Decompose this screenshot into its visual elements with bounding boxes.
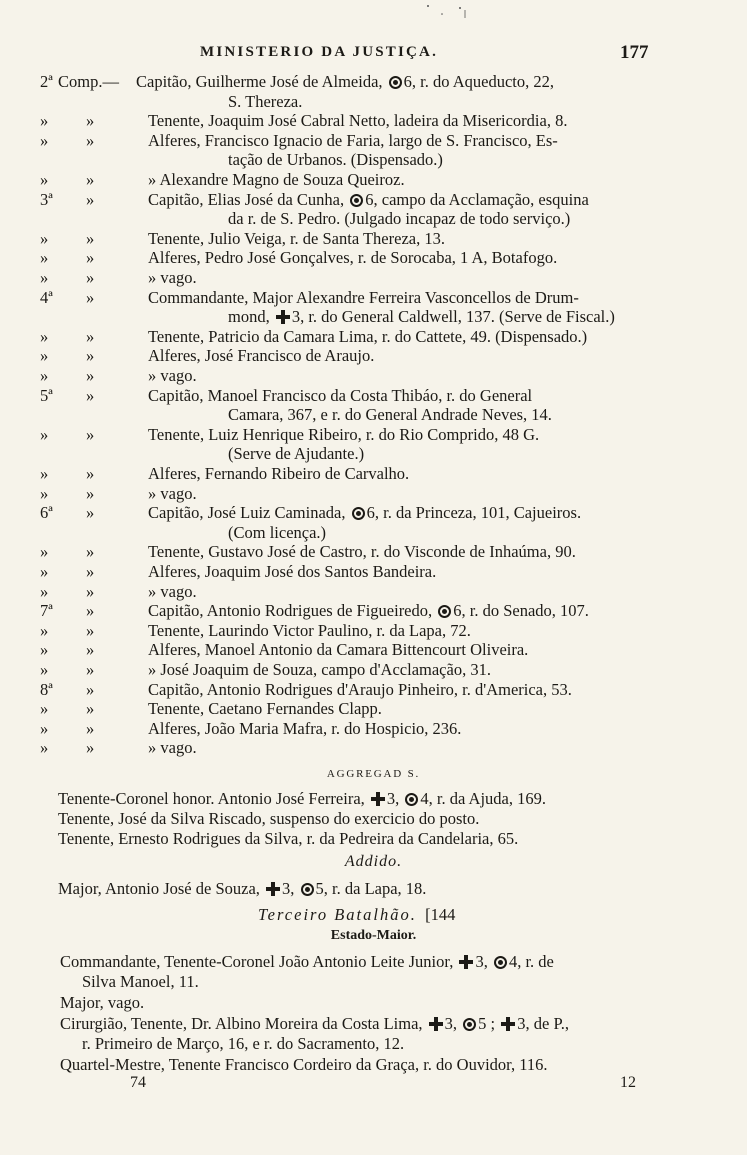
- company-number: »: [40, 248, 49, 268]
- roster-entry-text: » vago.: [148, 581, 197, 601]
- company-number: 3ª: [40, 189, 53, 209]
- roster-entry-text: Capitão, Antonio Rodrigues d'Araujo Pinheiro, r. d'America, 53.: [148, 679, 572, 699]
- quartel-mestre-line: Quartel-Mestre, Tenente Francisco Cordeiro da Graça, r. do Ouvidor, 116.: [60, 1055, 548, 1074]
- medal-icon: [494, 956, 507, 969]
- roster-entry: [148, 366, 197, 386]
- roster-entry-tail: 6, r. do Senado, 107.: [453, 601, 589, 621]
- commandante-text: Commandante, Tenente-Coronel João Antonio Leite Junior,: [60, 952, 458, 971]
- roster-entry-tail: 6, r. da Princeza, 101, Cajueiros.: [366, 503, 582, 523]
- company-ditto: »: [86, 660, 95, 679]
- roster-entry-text: Tenente, Caetano Fernandes Clapp.: [148, 699, 382, 719]
- company-ditto: »: [86, 738, 95, 758]
- company-number: »: [40, 699, 49, 719]
- addido-line-b: 3,: [282, 879, 299, 898]
- roster-entry: [148, 542, 576, 562]
- company-ditto: »: [86, 424, 95, 444]
- cross-icon: [429, 1017, 443, 1031]
- company-ditto: »: [86, 326, 95, 346]
- medal-icon: [405, 793, 418, 806]
- cirurgiao-line-2: r. Primeiro de Março, 16, e r. do Sacramento, 12.: [82, 1034, 405, 1053]
- company-ditto: »: [86, 366, 95, 385]
- aggregado-line-2: Tenente, José da Silva Riscado, suspenso do exercicio do posto.: [58, 809, 480, 828]
- roster-entry: [148, 660, 491, 680]
- company-ditto: »: [86, 620, 95, 640]
- company-ditto: »: [86, 718, 95, 738]
- roster-entry-text: » vago.: [148, 738, 197, 758]
- footer-left-signature: 74: [130, 1074, 146, 1091]
- company-ditto: »: [86, 385, 95, 405]
- roster-entry: [148, 582, 197, 602]
- roster-entry-text: Tenente, Patricio da Camara Lima, r. do Cattete, 49. (Dispensado.): [148, 326, 588, 346]
- speck-marks: [420, 0, 480, 30]
- company-number: »: [40, 640, 49, 660]
- roster-entry-tail: 6, r. do Aqueducto, 22,: [403, 72, 554, 91]
- company-ditto: »: [86, 464, 95, 483]
- roster-entry: [148, 640, 528, 660]
- company-number: »: [40, 581, 49, 601]
- roster-entry: [228, 209, 570, 229]
- roster-entry: [148, 484, 197, 504]
- company-number: »: [40, 718, 49, 738]
- roster-entry-text: Tenente, Joaquim José Cabral Netto, ladeira da Misericordia, 8.: [148, 111, 568, 131]
- roster-entry: [148, 562, 436, 582]
- cross-icon: [501, 1017, 515, 1031]
- roster-entry: [148, 621, 471, 641]
- company-ditto: »: [86, 699, 95, 719]
- company-number: 6ª: [40, 503, 53, 523]
- roster-entry: [148, 268, 197, 288]
- roster-entry: [228, 307, 615, 327]
- roster-entry: [136, 72, 554, 92]
- company-number: 2ª: [40, 72, 53, 91]
- roster-entry-text: Commandante, Major Alexandre Ferreira Vasconcellos de Drum-: [148, 287, 579, 307]
- cross-icon: [266, 882, 280, 896]
- company-ditto: »: [86, 679, 95, 699]
- page-number: 177: [620, 42, 649, 63]
- company-ditto: »: [86, 562, 95, 581]
- company-ditto: »: [86, 640, 95, 660]
- company-number: »: [40, 366, 49, 385]
- company-ditto: »: [86, 248, 95, 268]
- roster-entry-text: Tenente, Julio Veiga, r. de Santa Thereza, 13.: [148, 228, 445, 248]
- company-ditto: »: [86, 483, 95, 503]
- estado-maior-heading: Estado-Maior.: [330, 928, 417, 943]
- roster-entry-text: da r. de S. Pedro. (Julgado incapaz de todo serviço.): [228, 209, 571, 229]
- company-number: »: [40, 483, 49, 503]
- company-number: »: [40, 228, 49, 248]
- company-number: »: [40, 464, 49, 483]
- roster-entry: [148, 386, 532, 406]
- terceiro-count: [144: [425, 905, 456, 924]
- roster-entry: [148, 288, 579, 308]
- company-number: »: [40, 326, 49, 346]
- page-header-title: MINISTERIO DA JUSTIÇA.: [200, 44, 439, 60]
- cross-icon: [371, 792, 385, 806]
- roster-entry-tail: 6, campo da Acclamação, esquina: [365, 189, 589, 209]
- roster-entry-text: Capitão, Elias José da Cunha,: [148, 189, 349, 209]
- roster-entry-text: S. Thereza.: [228, 91, 303, 111]
- roster-entry: [228, 523, 326, 543]
- roster-entry: [148, 170, 405, 190]
- company-ditto: »: [86, 268, 95, 287]
- company-number: 7ª: [40, 601, 53, 621]
- roster-entry-text: Alferes, João Maria Mafra, r. do Hospicio, 236.: [148, 718, 462, 738]
- company-number: 4ª: [40, 287, 53, 307]
- company-number: »: [40, 738, 49, 758]
- roster-entry: [228, 405, 552, 425]
- roster-entry-text: Capitão, Manoel Francisco da Costa Thibáo, r. do General: [148, 385, 533, 405]
- company-number: »: [40, 542, 49, 562]
- cross-icon: [459, 955, 473, 969]
- roster-entry-text: Tenente, Laurindo Victor Paulino, r. da Lapa, 72.: [148, 620, 471, 640]
- company-number: »: [40, 170, 49, 189]
- company-number: »: [40, 130, 49, 150]
- roster-entry: [148, 131, 558, 151]
- roster-entry-text: Capitão, José Luiz Caminada,: [148, 503, 350, 523]
- roster-entry-text: tação de Urbanos. (Dispensado.): [228, 150, 443, 170]
- company-number: »: [40, 562, 49, 581]
- aggregado-line-1-tail-a: 3,: [386, 789, 404, 808]
- roster-entry-text: Capitão, Antonio Rodrigues de Figueiredo,: [148, 601, 437, 621]
- cross-icon: [276, 310, 290, 324]
- roster-entry: [148, 719, 461, 739]
- medal-icon: [389, 76, 402, 89]
- roster-entry-text: Tenente, Gustavo José de Castro, r. do Visconde de Inhaúma, 90.: [148, 542, 576, 562]
- medal-icon: [463, 1018, 476, 1031]
- print-specks: [420, 0, 480, 30]
- roster-entry: [228, 92, 302, 112]
- commandante-line: [60, 952, 554, 972]
- cirurgiao-tail-c: 3, de P.,: [517, 1014, 570, 1033]
- roster-entry-text: » vago.: [148, 268, 197, 287]
- roster-entry: [148, 327, 587, 347]
- roster-entry: [148, 464, 409, 484]
- company-ditto: »: [86, 111, 95, 131]
- company-ditto: »: [86, 503, 95, 523]
- roster-entry-text: Alferes, Manoel Antonio da Camara Bittencourt Oliveira.: [148, 640, 529, 660]
- roster-entry-text: Alferes, José Francisco de Araujo.: [148, 346, 375, 366]
- company-ditto: »: [86, 542, 95, 562]
- footer-right-signature: 12: [620, 1074, 636, 1091]
- cirurgiao-line: [60, 1014, 569, 1034]
- company-ditto: Comp.—: [58, 72, 119, 91]
- roster-entry: [228, 444, 364, 464]
- roster-entry-text: mond,: [228, 307, 274, 327]
- company-number: »: [40, 620, 49, 640]
- cirurgiao-tail-b: 5 ;: [478, 1014, 500, 1033]
- company-ditto: »: [86, 170, 95, 189]
- roster-entry-text: » vago.: [148, 366, 197, 385]
- company-ditto: »: [86, 287, 95, 307]
- company-ditto: »: [86, 189, 95, 209]
- cirurgiao-tail-a: 3,: [444, 1014, 462, 1033]
- company-number: »: [40, 424, 49, 444]
- roster-entry: [148, 346, 374, 366]
- company-number: 8ª: [40, 679, 53, 699]
- roster-entry-text: Alferes, Joaquim José dos Santos Bandeira.: [148, 562, 437, 581]
- major-line: Major, vago.: [60, 993, 145, 1012]
- roster-entry: [148, 111, 567, 131]
- roster-entry-text: Alferes, Pedro José Gonçalves, r. de Sorocaba, 1 A, Botafogo.: [148, 248, 558, 268]
- terceiro-heading: Terceiro Batalhão.: [258, 905, 417, 924]
- roster-entry-text: » Alexandre Magno de Souza Queiroz.: [148, 170, 405, 189]
- roster-entry-text: (Com licença.): [228, 522, 327, 542]
- roster-entry-text: » José Joaquim de Souza, campo d'Acclamação, 31.: [148, 660, 491, 679]
- commandante-line-2: Silva Manoel, 11.: [82, 972, 199, 991]
- company-number: 5ª: [40, 385, 53, 405]
- terceiro-heading-row: [258, 905, 455, 925]
- addido-line-a: Major, Antonio José de Souza,: [58, 879, 265, 898]
- company-number: »: [40, 346, 49, 366]
- roster-entry-text: » vago.: [148, 483, 197, 503]
- company-number: »: [40, 660, 49, 679]
- company-ditto: »: [86, 346, 95, 366]
- commandante-tail-a: 3,: [475, 952, 492, 971]
- addido-line-c: 5, r. da Lapa, 18.: [315, 879, 427, 898]
- medal-icon: [301, 883, 314, 896]
- company-ditto: »: [86, 228, 95, 248]
- medal-icon: [352, 507, 365, 520]
- company-ditto: »: [86, 130, 95, 150]
- roster-entry: [228, 150, 443, 170]
- aggregado-line-1: [58, 789, 546, 809]
- roster-entry-text: Alferes, Fernando Ribeiro de Carvalho.: [148, 464, 410, 483]
- aggregados-heading: AGGREGAD S.: [326, 768, 421, 780]
- roster-entry: [148, 425, 539, 445]
- company-ditto: »: [86, 581, 95, 601]
- aggregado-line-1-tail-b: 4, r. da Ajuda, 169.: [420, 789, 546, 808]
- roster-entry-tail: 3, r. do General Caldwell, 137. (Serve de Fiscal.): [291, 307, 615, 327]
- roster-entry: [148, 190, 589, 210]
- roster-entry: [148, 248, 557, 268]
- company-number: »: [40, 268, 49, 287]
- roster-entry: [148, 738, 197, 758]
- aggregado-line-3: Tenente, Ernesto Rodrigues da Silva, r. da Pedreira da Candelaria, 65.: [58, 829, 519, 848]
- addido-line: [58, 879, 426, 899]
- commandante-tail-b: 4, r. de: [508, 952, 554, 971]
- aggregado-line-1-text: Tenente-Coronel honor. Antonio José Ferreira,: [58, 789, 369, 808]
- company-ditto: »: [86, 601, 95, 621]
- company-number: »: [40, 111, 49, 131]
- medal-icon: [350, 194, 363, 207]
- cirurgiao-text: Cirurgião, Tenente, Dr. Albino Moreira da Costa Lima,: [60, 1014, 427, 1033]
- roster-entry-text: Capitão, Guilherme José de Almeida,: [136, 72, 387, 91]
- roster-entry: [148, 699, 382, 719]
- medal-icon: [438, 605, 451, 618]
- roster-entry: [148, 680, 572, 700]
- roster-entry-text: Alferes, Francisco Ignacio de Faria, largo de S. Francisco, Es-: [148, 130, 558, 150]
- roster-entry-text: Camara, 367, e r. do General Andrade Neves, 14.: [228, 405, 552, 425]
- roster-entry-text: Tenente, Luiz Henrique Ribeiro, r. do Rio Comprido, 48 G.: [148, 424, 540, 444]
- roster-entry-text: (Serve de Ajudante.): [228, 444, 365, 464]
- addido-heading: Addido.: [344, 853, 403, 870]
- roster-entry: [148, 229, 445, 249]
- roster-entry: [148, 601, 589, 621]
- roster-entry: [148, 503, 581, 523]
